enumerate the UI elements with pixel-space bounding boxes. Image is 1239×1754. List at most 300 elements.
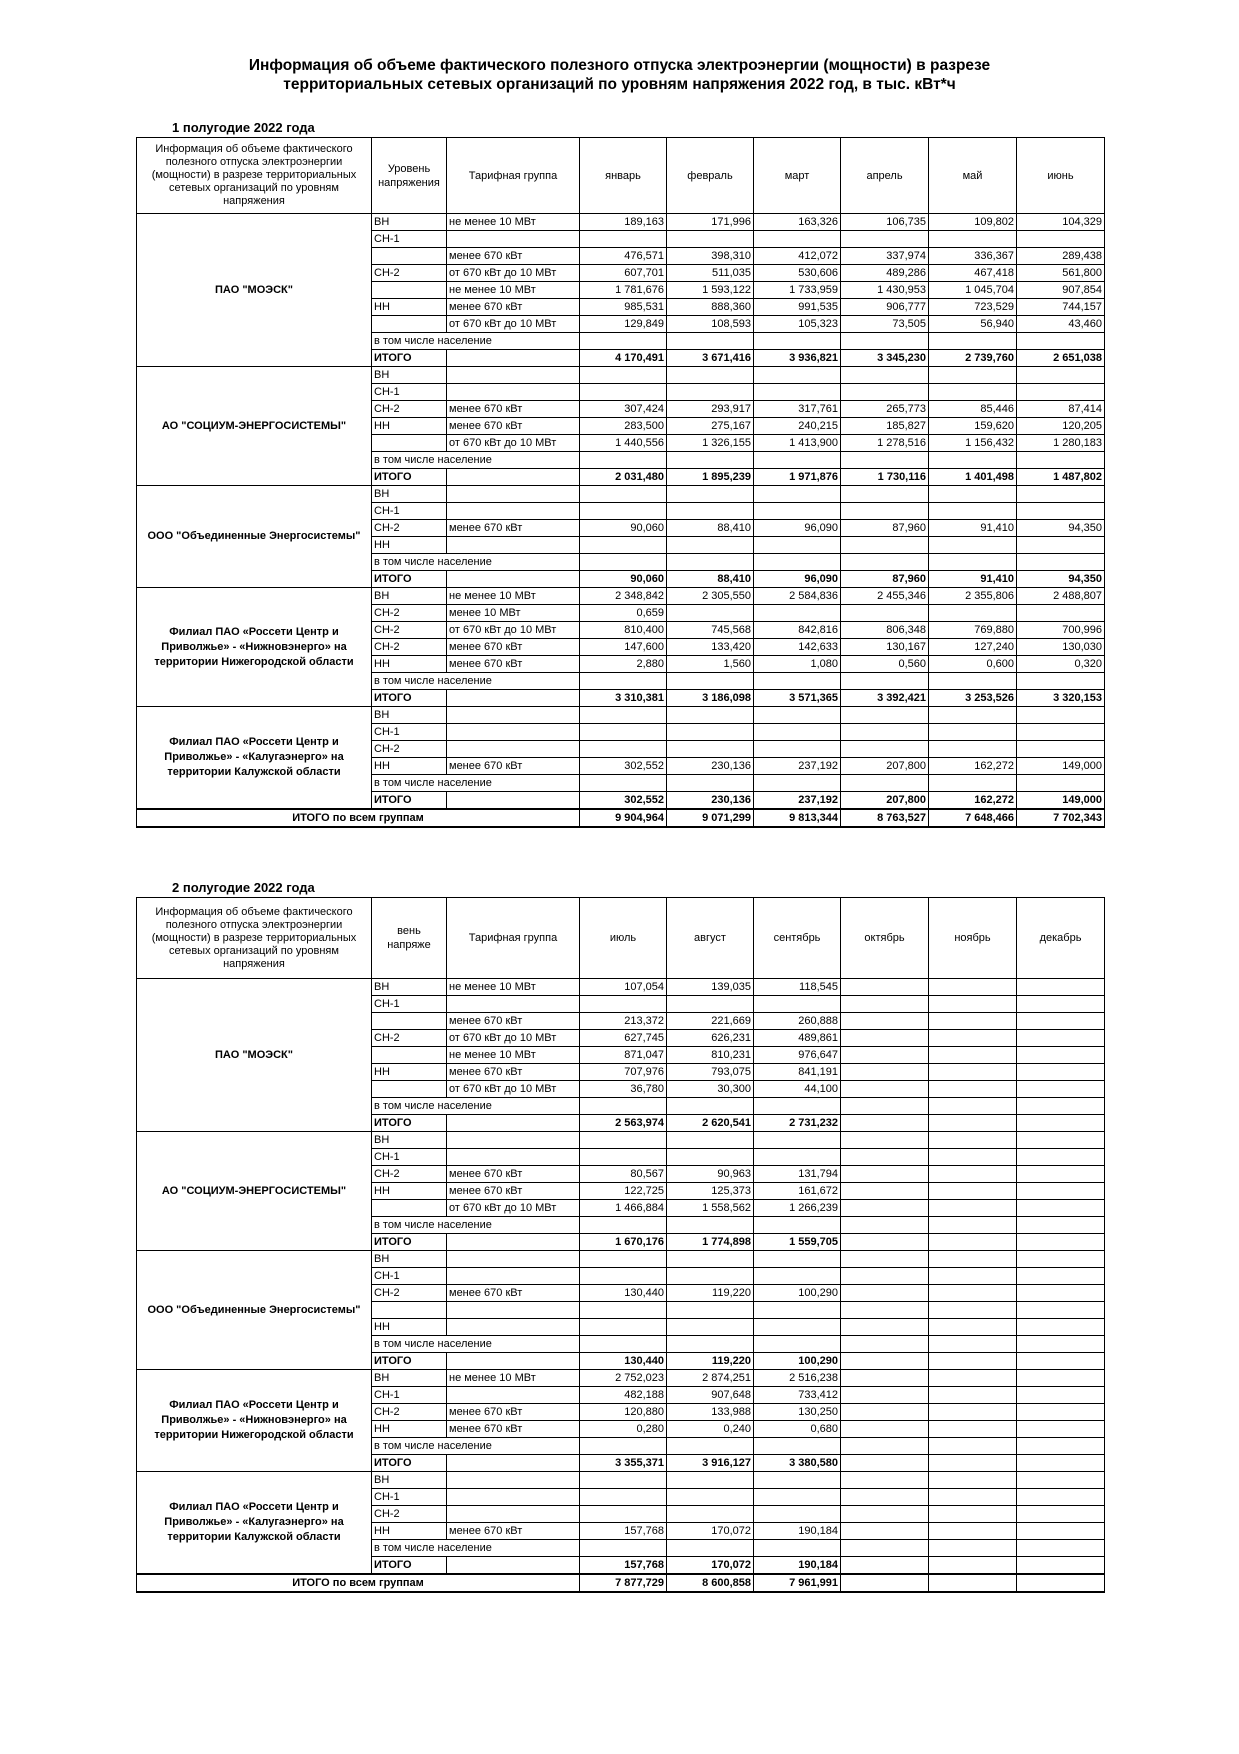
value-cell: 707,976 xyxy=(580,1064,667,1081)
voltage-level-cell: НН xyxy=(372,758,447,775)
value-cell xyxy=(580,707,667,724)
table-half1 xyxy=(136,137,1105,828)
value-cell: 482,188 xyxy=(580,1387,667,1404)
value-cell xyxy=(580,486,667,503)
tariff-group-cell: от 670 кВт до 10 МВт xyxy=(447,435,580,452)
value-cell xyxy=(841,1523,929,1540)
value-cell xyxy=(1017,1438,1105,1455)
value-cell: 283,500 xyxy=(580,418,667,435)
value-cell xyxy=(929,673,1017,690)
value-cell xyxy=(841,1081,929,1098)
value-cell xyxy=(580,1506,667,1523)
value-cell: 0,240 xyxy=(667,1421,754,1438)
value-cell: 230,136 xyxy=(667,758,754,775)
value-cell: 2 874,251 xyxy=(667,1370,754,1387)
value-cell xyxy=(1017,1523,1105,1540)
voltage-level-cell: СН-2 xyxy=(372,605,447,622)
value-cell xyxy=(929,231,1017,248)
value-cell: 793,075 xyxy=(667,1064,754,1081)
total-tariff-cell xyxy=(447,1557,580,1575)
value-cell: 561,800 xyxy=(1017,265,1105,282)
tariff-group-cell: менее 10 МВт xyxy=(447,605,580,622)
total-value xyxy=(1017,1557,1105,1575)
value-cell: 888,360 xyxy=(667,299,754,316)
value-cell: 130,030 xyxy=(1017,639,1105,656)
value-cell: 317,761 xyxy=(754,401,841,418)
header-tariff-group: Тарифная группа xyxy=(447,138,580,214)
value-cell xyxy=(929,775,1017,792)
tariff-group-cell xyxy=(447,1506,580,1523)
value-cell xyxy=(929,384,1017,401)
value-cell xyxy=(929,367,1017,384)
table-row xyxy=(137,367,1105,384)
tariff-group-cell: менее 670 кВт xyxy=(447,1166,580,1183)
value-cell xyxy=(754,1319,841,1336)
value-cell: 842,816 xyxy=(754,622,841,639)
value-cell xyxy=(1017,1149,1105,1166)
value-cell xyxy=(929,1438,1017,1455)
value-cell xyxy=(929,1404,1017,1421)
value-cell xyxy=(841,1200,929,1217)
header-month: ноябрь xyxy=(929,898,1017,979)
value-cell: 237,192 xyxy=(754,758,841,775)
value-cell xyxy=(580,1098,667,1115)
org-name: ООО "Объединенные Энергосистемы" xyxy=(137,1251,372,1370)
value-cell: 104,329 xyxy=(1017,214,1105,231)
value-cell: 96,090 xyxy=(754,520,841,537)
table-row xyxy=(137,588,1105,605)
total-value: 3 916,127 xyxy=(667,1455,754,1472)
value-cell xyxy=(754,1132,841,1149)
value-cell xyxy=(580,367,667,384)
voltage-level-cell: СН-1 xyxy=(372,503,447,520)
value-cell: 2 355,806 xyxy=(929,588,1017,605)
tariff-group-cell xyxy=(447,384,580,401)
voltage-level-cell: СН-1 xyxy=(372,1489,447,1506)
value-cell: 94,350 xyxy=(1017,520,1105,537)
value-cell: 2,880 xyxy=(580,656,667,673)
grand-total-value: 8 600,858 xyxy=(667,1574,754,1592)
value-cell: 91,410 xyxy=(929,520,1017,537)
value-cell xyxy=(929,1200,1017,1217)
voltage-level-cell: ВН xyxy=(372,486,447,503)
total-value: 3 936,821 xyxy=(754,350,841,367)
total-tariff-cell xyxy=(447,571,580,588)
total-value: 2 739,760 xyxy=(929,350,1017,367)
value-cell: 120,205 xyxy=(1017,418,1105,435)
value-cell: 1 466,884 xyxy=(580,1200,667,1217)
value-cell xyxy=(841,1098,929,1115)
tariff-group-cell: не менее 10 МВт xyxy=(447,588,580,605)
document-title xyxy=(0,56,1239,94)
value-cell xyxy=(841,1013,929,1030)
total-value xyxy=(841,1115,929,1132)
value-cell: 2 516,238 xyxy=(754,1370,841,1387)
value-cell: 1 781,676 xyxy=(580,282,667,299)
value-cell xyxy=(841,1421,929,1438)
value-cell: 467,418 xyxy=(929,265,1017,282)
period-label-half1: 1 полугодие 2022 года xyxy=(172,120,315,135)
total-value: 94,350 xyxy=(1017,571,1105,588)
value-cell xyxy=(754,333,841,350)
value-cell: 207,800 xyxy=(841,758,929,775)
table-row xyxy=(137,1132,1105,1149)
total-value: 162,272 xyxy=(929,792,1017,810)
value-cell xyxy=(1017,1166,1105,1183)
value-cell xyxy=(667,503,754,520)
population-label: в том числе население xyxy=(372,673,580,690)
value-cell xyxy=(841,1149,929,1166)
total-label: ИТОГО xyxy=(372,1455,447,1472)
value-cell xyxy=(1017,724,1105,741)
value-cell xyxy=(580,1336,667,1353)
value-cell: 907,854 xyxy=(1017,282,1105,299)
tariff-group-cell: менее 670 кВт xyxy=(447,1183,580,1200)
value-cell: 0,659 xyxy=(580,605,667,622)
value-cell xyxy=(841,1251,929,1268)
org-name: ПАО "МОЭСК" xyxy=(137,214,372,367)
value-cell xyxy=(580,1319,667,1336)
value-cell: 90,060 xyxy=(580,520,667,537)
value-cell xyxy=(1017,775,1105,792)
value-cell: 87,960 xyxy=(841,520,929,537)
header-info: Информация об объеме фактического полезного отпуска электроэнергии (мощности) в разрезе территориальных сетевых организаций по уровням напряжения xyxy=(137,138,372,214)
value-cell xyxy=(580,503,667,520)
value-cell: 80,567 xyxy=(580,1166,667,1183)
total-value: 1 730,116 xyxy=(841,469,929,486)
tariff-group-cell xyxy=(447,1132,580,1149)
value-cell xyxy=(1017,537,1105,554)
tariff-group-cell: менее 670 кВт xyxy=(447,299,580,316)
voltage-level-cell: СН-2 xyxy=(372,1166,447,1183)
table-row xyxy=(137,486,1105,503)
value-cell: 213,372 xyxy=(580,1013,667,1030)
table-row xyxy=(137,1472,1105,1489)
value-cell xyxy=(754,384,841,401)
tariff-group-cell xyxy=(447,231,580,248)
value-cell xyxy=(580,1268,667,1285)
value-cell xyxy=(929,1064,1017,1081)
voltage-level-cell: ВН xyxy=(372,979,447,996)
voltage-level-cell: СН-2 xyxy=(372,1506,447,1523)
value-cell: 1 593,122 xyxy=(667,282,754,299)
total-label: ИТОГО xyxy=(372,792,447,810)
value-cell xyxy=(1017,333,1105,350)
value-cell xyxy=(929,741,1017,758)
value-cell xyxy=(667,333,754,350)
value-cell: 871,047 xyxy=(580,1047,667,1064)
value-cell xyxy=(929,1540,1017,1557)
value-cell xyxy=(929,1489,1017,1506)
value-cell xyxy=(754,1251,841,1268)
value-cell xyxy=(929,486,1017,503)
total-value: 190,184 xyxy=(754,1557,841,1575)
total-value: 3 671,416 xyxy=(667,350,754,367)
value-cell xyxy=(1017,231,1105,248)
value-cell: 122,725 xyxy=(580,1183,667,1200)
voltage-level-cell: СН-2 xyxy=(372,639,447,656)
value-cell xyxy=(754,503,841,520)
value-cell xyxy=(580,996,667,1013)
tariff-group-cell: от 670 кВт до 10 МВт xyxy=(447,1081,580,1098)
voltage-level-cell: СН-1 xyxy=(372,384,447,401)
value-cell xyxy=(841,231,929,248)
total-value: 96,090 xyxy=(754,571,841,588)
value-cell xyxy=(667,741,754,758)
value-cell xyxy=(1017,1013,1105,1030)
header-month: январь xyxy=(580,138,667,214)
value-cell: 810,400 xyxy=(580,622,667,639)
value-cell xyxy=(754,1472,841,1489)
value-cell: 170,072 xyxy=(667,1523,754,1540)
value-cell xyxy=(929,503,1017,520)
value-cell xyxy=(929,333,1017,350)
value-cell: 1 558,562 xyxy=(667,1200,754,1217)
tariff-group-cell: менее 670 кВт xyxy=(447,401,580,418)
value-cell xyxy=(754,537,841,554)
table-row xyxy=(137,214,1105,231)
value-cell: 337,974 xyxy=(841,248,929,265)
header-month: март xyxy=(754,138,841,214)
value-cell xyxy=(841,707,929,724)
value-cell: 100,290 xyxy=(754,1285,841,1302)
total-value: 91,410 xyxy=(929,571,1017,588)
table-row xyxy=(137,979,1105,996)
value-cell: 476,571 xyxy=(580,248,667,265)
grand-total-value: 7 648,466 xyxy=(929,809,1017,827)
tariff-group-cell xyxy=(447,996,580,1013)
value-cell xyxy=(1017,673,1105,690)
value-cell xyxy=(1017,1132,1105,1149)
value-cell: 1 156,432 xyxy=(929,435,1017,452)
value-cell: 125,373 xyxy=(667,1183,754,1200)
voltage-level-cell: СН-2 xyxy=(372,1285,447,1302)
value-cell: 119,220 xyxy=(667,1285,754,1302)
value-cell: 30,300 xyxy=(667,1081,754,1098)
value-cell xyxy=(667,1217,754,1234)
grand-total-value: 7 961,991 xyxy=(754,1574,841,1592)
title-line-2: территориальных сетевых организаций по уровням напряжения 2022 год, в тыс. кВт*ч xyxy=(283,76,956,93)
value-cell xyxy=(841,996,929,1013)
value-cell xyxy=(841,537,929,554)
value-cell xyxy=(580,554,667,571)
value-cell xyxy=(667,1319,754,1336)
value-cell xyxy=(667,707,754,724)
total-label: ИТОГО xyxy=(372,1115,447,1132)
header-month: февраль xyxy=(667,138,754,214)
tariff-group-cell xyxy=(447,724,580,741)
period-label-half2: 2 полугодие 2022 года xyxy=(172,880,315,895)
total-label: ИТОГО xyxy=(372,571,447,588)
value-cell xyxy=(929,707,1017,724)
value-cell xyxy=(841,1183,929,1200)
value-cell xyxy=(580,537,667,554)
value-cell: 0,600 xyxy=(929,656,1017,673)
value-cell xyxy=(580,1251,667,1268)
value-cell xyxy=(667,231,754,248)
org-name: Филиал ПАО «Россети Центр и Приволжье» - «Нижновэнерго» на территории Нижегородской области xyxy=(137,1370,372,1472)
total-value: 3 310,381 xyxy=(580,690,667,707)
value-cell: 87,414 xyxy=(1017,401,1105,418)
value-cell xyxy=(929,554,1017,571)
value-cell xyxy=(841,1217,929,1234)
voltage-level-cell: СН-2 xyxy=(372,265,447,282)
value-cell: 120,880 xyxy=(580,1404,667,1421)
voltage-level-cell xyxy=(372,1200,447,1217)
header-tariff-group: Тарифная группа xyxy=(447,898,580,979)
value-cell: 398,310 xyxy=(667,248,754,265)
total-value: 3 355,371 xyxy=(580,1455,667,1472)
value-cell xyxy=(841,605,929,622)
value-cell: 2 455,346 xyxy=(841,588,929,605)
value-cell xyxy=(929,1370,1017,1387)
value-cell: 511,035 xyxy=(667,265,754,282)
total-value xyxy=(1017,1455,1105,1472)
total-value: 130,440 xyxy=(580,1353,667,1370)
header-month: апрель xyxy=(841,138,929,214)
value-cell xyxy=(1017,605,1105,622)
voltage-level-cell: НН xyxy=(372,1421,447,1438)
tariff-group-cell: менее 670 кВт xyxy=(447,248,580,265)
value-cell xyxy=(1017,384,1105,401)
total-label: ИТОГО xyxy=(372,1234,447,1251)
population-label: в том числе население xyxy=(372,775,580,792)
value-cell: 806,348 xyxy=(841,622,929,639)
header-info: Информация об объеме фактического полезного отпуска электроэнергии (мощности) в разрезе территориальных сетевых организаций по уровням напряжения xyxy=(137,898,372,979)
grand-total-value: 9 071,299 xyxy=(667,809,754,827)
total-value: 170,072 xyxy=(667,1557,754,1575)
value-cell xyxy=(754,1098,841,1115)
total-value: 2 563,974 xyxy=(580,1115,667,1132)
value-cell xyxy=(1017,1506,1105,1523)
table-row xyxy=(137,1370,1105,1387)
voltage-level-cell xyxy=(372,1302,447,1319)
total-value: 3 186,098 xyxy=(667,690,754,707)
tariff-group-cell: не менее 10 МВт xyxy=(447,1370,580,1387)
voltage-level-cell xyxy=(372,1047,447,1064)
value-cell: 336,367 xyxy=(929,248,1017,265)
total-tariff-cell xyxy=(447,1234,580,1251)
total-value: 1 774,898 xyxy=(667,1234,754,1251)
voltage-level-cell: ВН xyxy=(372,367,447,384)
value-cell xyxy=(1017,1472,1105,1489)
header-month: июль xyxy=(580,898,667,979)
value-cell xyxy=(929,452,1017,469)
value-cell xyxy=(1017,1183,1105,1200)
total-value: 100,290 xyxy=(754,1353,841,1370)
value-cell: 1 430,953 xyxy=(841,282,929,299)
tariff-group-cell xyxy=(447,741,580,758)
total-value: 1 670,176 xyxy=(580,1234,667,1251)
value-cell: 106,735 xyxy=(841,214,929,231)
voltage-level-cell: СН-1 xyxy=(372,1387,447,1404)
value-cell xyxy=(667,554,754,571)
org-name: АО "СОЦИУМ-ЭНЕРГОСИСТЕМЫ" xyxy=(137,1132,372,1251)
value-cell xyxy=(1017,367,1105,384)
value-cell: 240,215 xyxy=(754,418,841,435)
value-cell: 130,250 xyxy=(754,1404,841,1421)
value-cell: 108,593 xyxy=(667,316,754,333)
value-cell xyxy=(929,1319,1017,1336)
voltage-level-cell: НН xyxy=(372,1319,447,1336)
value-cell xyxy=(580,1217,667,1234)
population-label: в том числе население xyxy=(372,1438,580,1455)
value-cell xyxy=(841,1166,929,1183)
population-label: в том числе население xyxy=(372,452,580,469)
value-cell: 260,888 xyxy=(754,1013,841,1030)
tariff-group-cell xyxy=(447,1472,580,1489)
value-cell: 2 752,023 xyxy=(580,1370,667,1387)
value-cell xyxy=(1017,1268,1105,1285)
title-line-1: Информация об объеме фактического полезного отпуска электроэнергии (мощности) в разрезе xyxy=(248,57,991,74)
voltage-level-cell: СН-2 xyxy=(372,1030,447,1047)
value-cell: 1,560 xyxy=(667,656,754,673)
value-cell: 1,080 xyxy=(754,656,841,673)
value-cell xyxy=(1017,1387,1105,1404)
tariff-group-cell: менее 670 кВт xyxy=(447,1285,580,1302)
value-cell xyxy=(841,1370,929,1387)
value-cell xyxy=(754,996,841,1013)
value-cell xyxy=(580,452,667,469)
value-cell xyxy=(667,996,754,1013)
value-cell: 147,600 xyxy=(580,639,667,656)
total-value: 157,768 xyxy=(580,1557,667,1575)
grand-total-value xyxy=(929,1574,1017,1592)
org-name: АО "СОЦИУМ-ЭНЕРГОСИСТЕМЫ" xyxy=(137,367,372,486)
voltage-level-cell: ВН xyxy=(372,1472,447,1489)
total-value xyxy=(929,1234,1017,1251)
total-value xyxy=(929,1353,1017,1370)
value-cell xyxy=(841,503,929,520)
value-cell xyxy=(1017,1200,1105,1217)
value-cell xyxy=(841,367,929,384)
total-value: 3 320,153 xyxy=(1017,690,1105,707)
total-value xyxy=(841,1353,929,1370)
value-cell: 985,531 xyxy=(580,299,667,316)
voltage-level-cell: СН-1 xyxy=(372,1149,447,1166)
value-cell xyxy=(841,1472,929,1489)
value-cell xyxy=(754,1489,841,1506)
value-cell xyxy=(841,452,929,469)
value-cell xyxy=(1017,1285,1105,1302)
value-cell xyxy=(929,1251,1017,1268)
total-value: 3 392,421 xyxy=(841,690,929,707)
grand-total-value: 9 904,964 xyxy=(580,809,667,827)
value-cell xyxy=(1017,503,1105,520)
value-cell xyxy=(580,1472,667,1489)
header-month: август xyxy=(667,898,754,979)
voltage-level-cell: СН-1 xyxy=(372,724,447,741)
voltage-level-cell xyxy=(372,1013,447,1030)
value-cell xyxy=(754,1302,841,1319)
tariff-group-cell: не менее 10 МВт xyxy=(447,1047,580,1064)
value-cell: 88,410 xyxy=(667,520,754,537)
value-cell: 293,917 xyxy=(667,401,754,418)
tariff-group-cell: менее 670 кВт xyxy=(447,1013,580,1030)
value-cell xyxy=(1017,486,1105,503)
tariff-group-cell xyxy=(447,1387,580,1404)
value-cell xyxy=(929,1421,1017,1438)
value-cell: 1 326,155 xyxy=(667,435,754,452)
total-value xyxy=(929,1557,1017,1575)
value-cell xyxy=(1017,1404,1105,1421)
tariff-group-cell: менее 670 кВт xyxy=(447,758,580,775)
value-cell xyxy=(667,1251,754,1268)
value-cell: 700,996 xyxy=(1017,622,1105,639)
value-cell: 275,167 xyxy=(667,418,754,435)
tariff-group-cell xyxy=(447,1251,580,1268)
value-cell xyxy=(929,1523,1017,1540)
